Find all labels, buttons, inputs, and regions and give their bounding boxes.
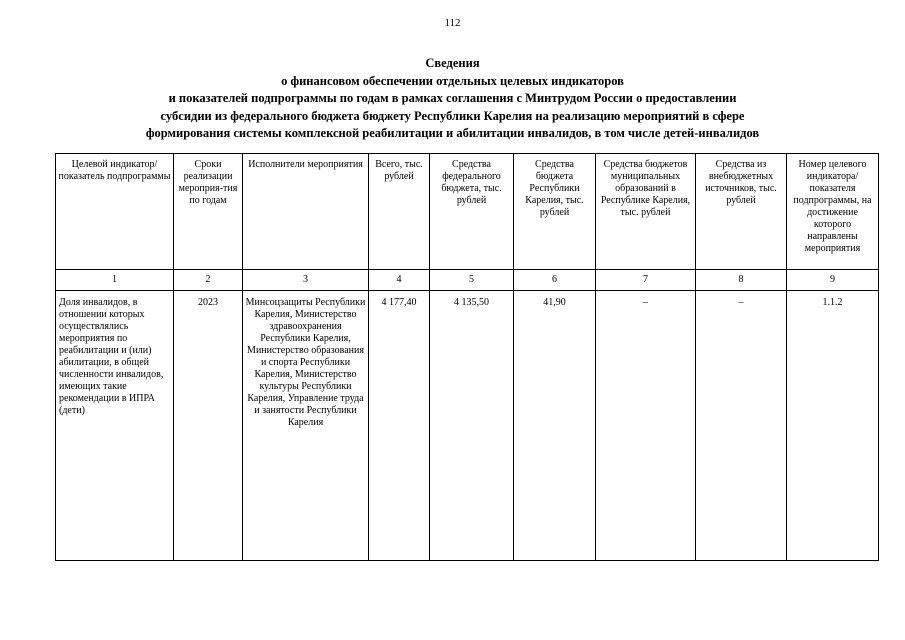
column-number: 6 [514,270,596,291]
header-years: Сроки реализации мероприя-тия по годам [174,154,243,270]
cell-federal: 4 135,50 [430,291,514,561]
cell-total: 4 177,40 [369,291,430,561]
header-indicator-number: Номер целевого индикатора/ показателя подпрограммы, на достижение которого направлены мероприятия [787,154,879,270]
cell-indicator-number: 1.1.2 [787,291,879,561]
table-header-row [56,154,879,270]
column-number: 3 [243,270,369,291]
cell-year: 2023 [174,291,243,561]
column-number: 2 [174,270,243,291]
header-total: Всего, тыс. рублей [369,154,430,270]
page-number: 112 [444,17,461,29]
title-line-1: Сведения [425,56,480,70]
cell-indicator: Доля инвалидов, в отношении которых осуществлялись мероприятия по реабилитации и (или) абилитации, в общей численности инвалидов, имеющих такие рекомендации в ИПРА (дети) [56,291,174,561]
header-municipal: Средства бюджетов муниципальных образований в Республике Карелия, тыс. рублей [596,154,696,270]
cell-executors: Минсоцзащиты Республики Карелия, Министерство здравоохранения Республики Карелия, Министерство образования и спорта Республики Карелия, Министерство культуры Республики Карелия, Управление труда и занятости Республики Карелия [243,291,369,561]
header-regional: Средства бюджета Республики Карелия, тыс. рублей [514,154,596,270]
header-indicator: Целевой индикатор/ показатель подпрограммы [56,154,174,270]
cell-regional: 41,90 [514,291,596,561]
document-title [40,55,865,143]
column-number-row [56,270,879,291]
cell-extrabudgetary: – [696,291,787,561]
table-row [56,291,879,561]
header-federal: Средства федерального бюджета, тыс. рублей [430,154,514,270]
title-line-5: формирования системы комплексной реабилитации и абилитации инвалидов, в том числе детей-инвалидов [145,126,760,140]
column-number: 9 [787,270,879,291]
column-number: 5 [430,270,514,291]
cell-municipal: – [596,291,696,561]
column-number: 1 [56,270,174,291]
title-line-4: субсидии из федерального бюджета бюджету Республики Карелия на реализацию мероприятий в сфере [160,108,745,123]
header-executors: Исполнители мероприятия [243,154,369,270]
title-line-2: о финансовом обеспечении отдельных целевых индикаторов [281,73,624,88]
column-number: 4 [369,270,430,291]
financing-table [55,153,879,561]
header-extrabudgetary: Средства из внебюджетных источников, тыс. рублей [696,154,787,270]
column-number: 7 [596,270,696,291]
column-number: 8 [696,270,787,291]
title-line-3: и показателей подпрограммы по годам в рамках соглашения с Минтрудом России о предоставлении [168,91,737,105]
